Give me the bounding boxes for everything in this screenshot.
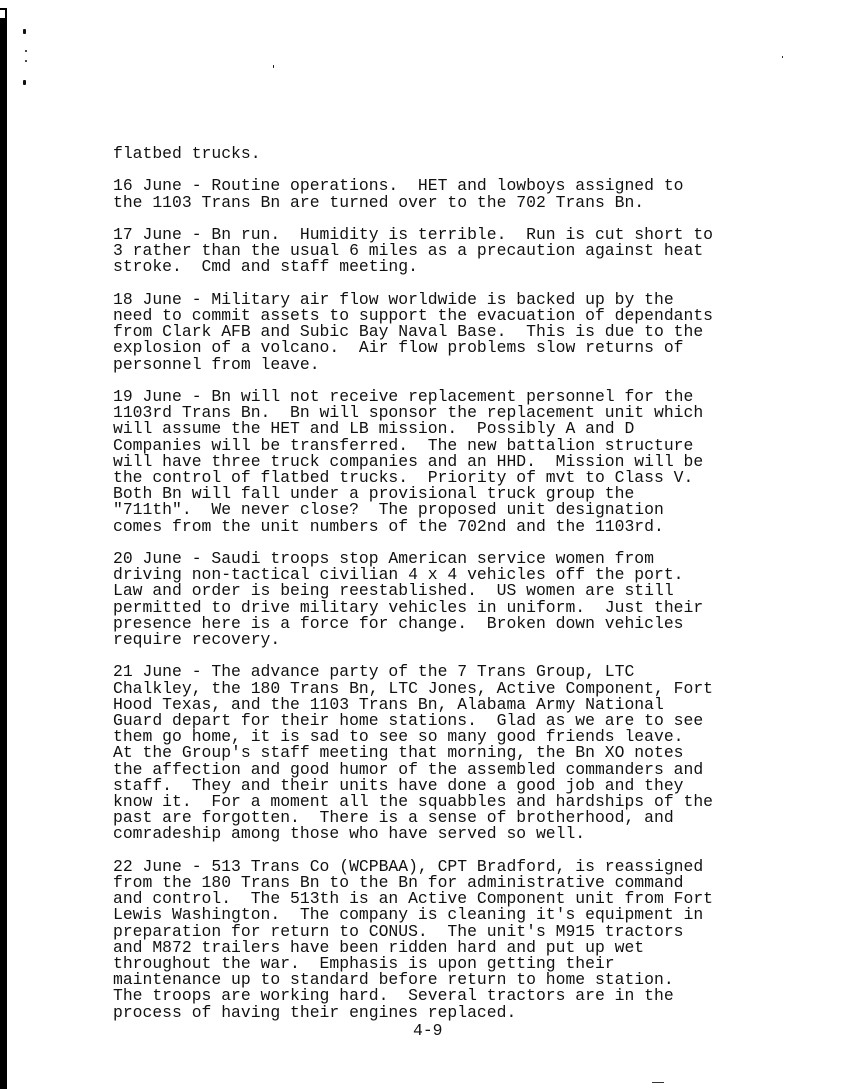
text-line: 17 June - Bn run. Humidity is terrible. Run is cut short to bbox=[113, 224, 713, 244]
text-line: and M872 trailers have been ridden hard and put up wet bbox=[113, 937, 645, 957]
paragraph bbox=[113, 224, 753, 277]
paragraph bbox=[113, 551, 753, 648]
text-line: 19 June - Bn will not receive replacement personnel for the bbox=[113, 386, 694, 406]
text-line: and control. The 513th is an Active Component unit from Fort bbox=[113, 889, 713, 909]
text-line: Law and order is being reestablished. US women are still bbox=[113, 581, 674, 601]
text-line: driving non-tactical civilian 4 x 4 vehicles off the port. bbox=[113, 565, 684, 585]
text-line: preparation for return to CONUS. The unit's M915 tractors bbox=[113, 921, 684, 941]
scan-edge-bar bbox=[0, 8, 7, 1089]
text-line: comes from the unit numbers of the 702nd and the 1103rd. bbox=[113, 516, 664, 536]
text-line: 21 June - The advance party of the 7 Trans Group, LTC bbox=[113, 662, 635, 682]
paragraph bbox=[113, 856, 753, 1022]
text-line: them go home, it is sad to see so many good friends leave. bbox=[113, 727, 684, 747]
text-line: staff. They and their units have done a good job and they bbox=[113, 775, 684, 795]
text-line: Companies will be transferred. The new battalion structure bbox=[113, 435, 694, 455]
text-line: 20 June - Saudi troops stop American service women from bbox=[113, 549, 654, 568]
text-line: Chalkley, the 180 Trans Bn, LTC Jones, Active Component, Fort bbox=[113, 678, 713, 698]
text-line: personnel from leave. bbox=[113, 354, 320, 374]
text-line: require recovery. bbox=[113, 630, 281, 650]
text-line: Hood Texas, and the 1103 Trans Bn, Alabama Army National bbox=[113, 694, 664, 714]
text-line: stroke. Cmd and staff meeting. bbox=[113, 257, 418, 277]
text-line: flatbed trucks. bbox=[113, 144, 261, 163]
text-line: will assume the HET and LB mission. Possibly A and D bbox=[113, 419, 635, 439]
document-body bbox=[113, 146, 753, 1037]
text-line: 18 June - Military air flow worldwide is backed up by the bbox=[113, 289, 674, 309]
text-line: Both Bn will fall under a provisional truck group the bbox=[113, 484, 635, 504]
scan-mark bbox=[652, 1082, 664, 1083]
text-line: process of having their engines replaced. bbox=[113, 1002, 517, 1022]
text-line: will have three truck companies and an HHD. Mission will be bbox=[113, 451, 704, 471]
text-line: The troops are working hard. Several tractors are in the bbox=[113, 986, 674, 1006]
text-line: know it. For a moment all the squabbles and hardships of the bbox=[113, 792, 713, 812]
page-number: 4-9 bbox=[413, 1021, 443, 1040]
text-line: explosion of a volcano. Air flow problems slow returns of bbox=[113, 338, 684, 358]
text-line: the 1103 Trans Bn are turned over to the 702 Trans Bn. bbox=[113, 192, 645, 212]
scan-speck bbox=[782, 56, 783, 58]
text-line: maintenance up to standard before return to home station. bbox=[113, 970, 674, 990]
text-line: the control of flatbed trucks. Priority of mvt to Class V. bbox=[113, 468, 694, 487]
text-line: the affection and good humor of the assembled commanders and bbox=[113, 759, 704, 779]
scan-speck bbox=[273, 65, 274, 68]
text-line: throughout the war. Emphasis is upon getting their bbox=[113, 954, 615, 974]
text-line: 22 June - 513 Trans Co (WCPBAA), CPT Bradford, is reassigned bbox=[113, 856, 704, 876]
paragraph bbox=[113, 178, 753, 210]
scan-edge-notch bbox=[0, 10, 5, 18]
paragraph bbox=[113, 386, 753, 536]
text-line: permitted to drive military vehicles in uniform. Just their bbox=[113, 597, 704, 617]
text-line: from the 180 Trans Bn to the Bn for administrative command bbox=[113, 873, 684, 893]
scan-speck bbox=[23, 80, 26, 85]
text-line: 1103rd Trans Bn. Bn will sponsor the replacement unit which bbox=[113, 403, 704, 423]
text-line: At the Group's staff meeting that morning, the Bn XO notes bbox=[113, 743, 684, 763]
text-line: presence here is a force for change. Broken down vehicles bbox=[113, 613, 684, 633]
text-line: 16 June - Routine operations. HET and lowboys assigned to bbox=[113, 176, 684, 196]
text-line: comradeship among those who have served so well. bbox=[113, 824, 586, 844]
paragraph bbox=[113, 664, 753, 842]
text-line: "711th". We never close? The proposed unit designation bbox=[113, 500, 664, 520]
scan-speck bbox=[25, 60, 27, 62]
text-line: need to commit assets to support the evacuation of dependants bbox=[113, 305, 713, 325]
text-line: Lewis Washington. The company is cleaning it's equipment in bbox=[113, 905, 704, 925]
paragraph bbox=[113, 146, 753, 162]
text-line: from Clark AFB and Subic Bay Naval Base. This is due to the bbox=[113, 322, 704, 342]
paragraph bbox=[113, 289, 753, 374]
scan-speck bbox=[25, 50, 27, 52]
text-line: Guard depart for their home stations. Glad as we are to see bbox=[113, 711, 704, 731]
text-line: 3 rather than the usual 6 miles as a precaution against heat bbox=[113, 241, 704, 261]
scan-speck bbox=[23, 29, 26, 34]
text-line: past are forgotten. There is a sense of brotherhood, and bbox=[113, 808, 674, 828]
